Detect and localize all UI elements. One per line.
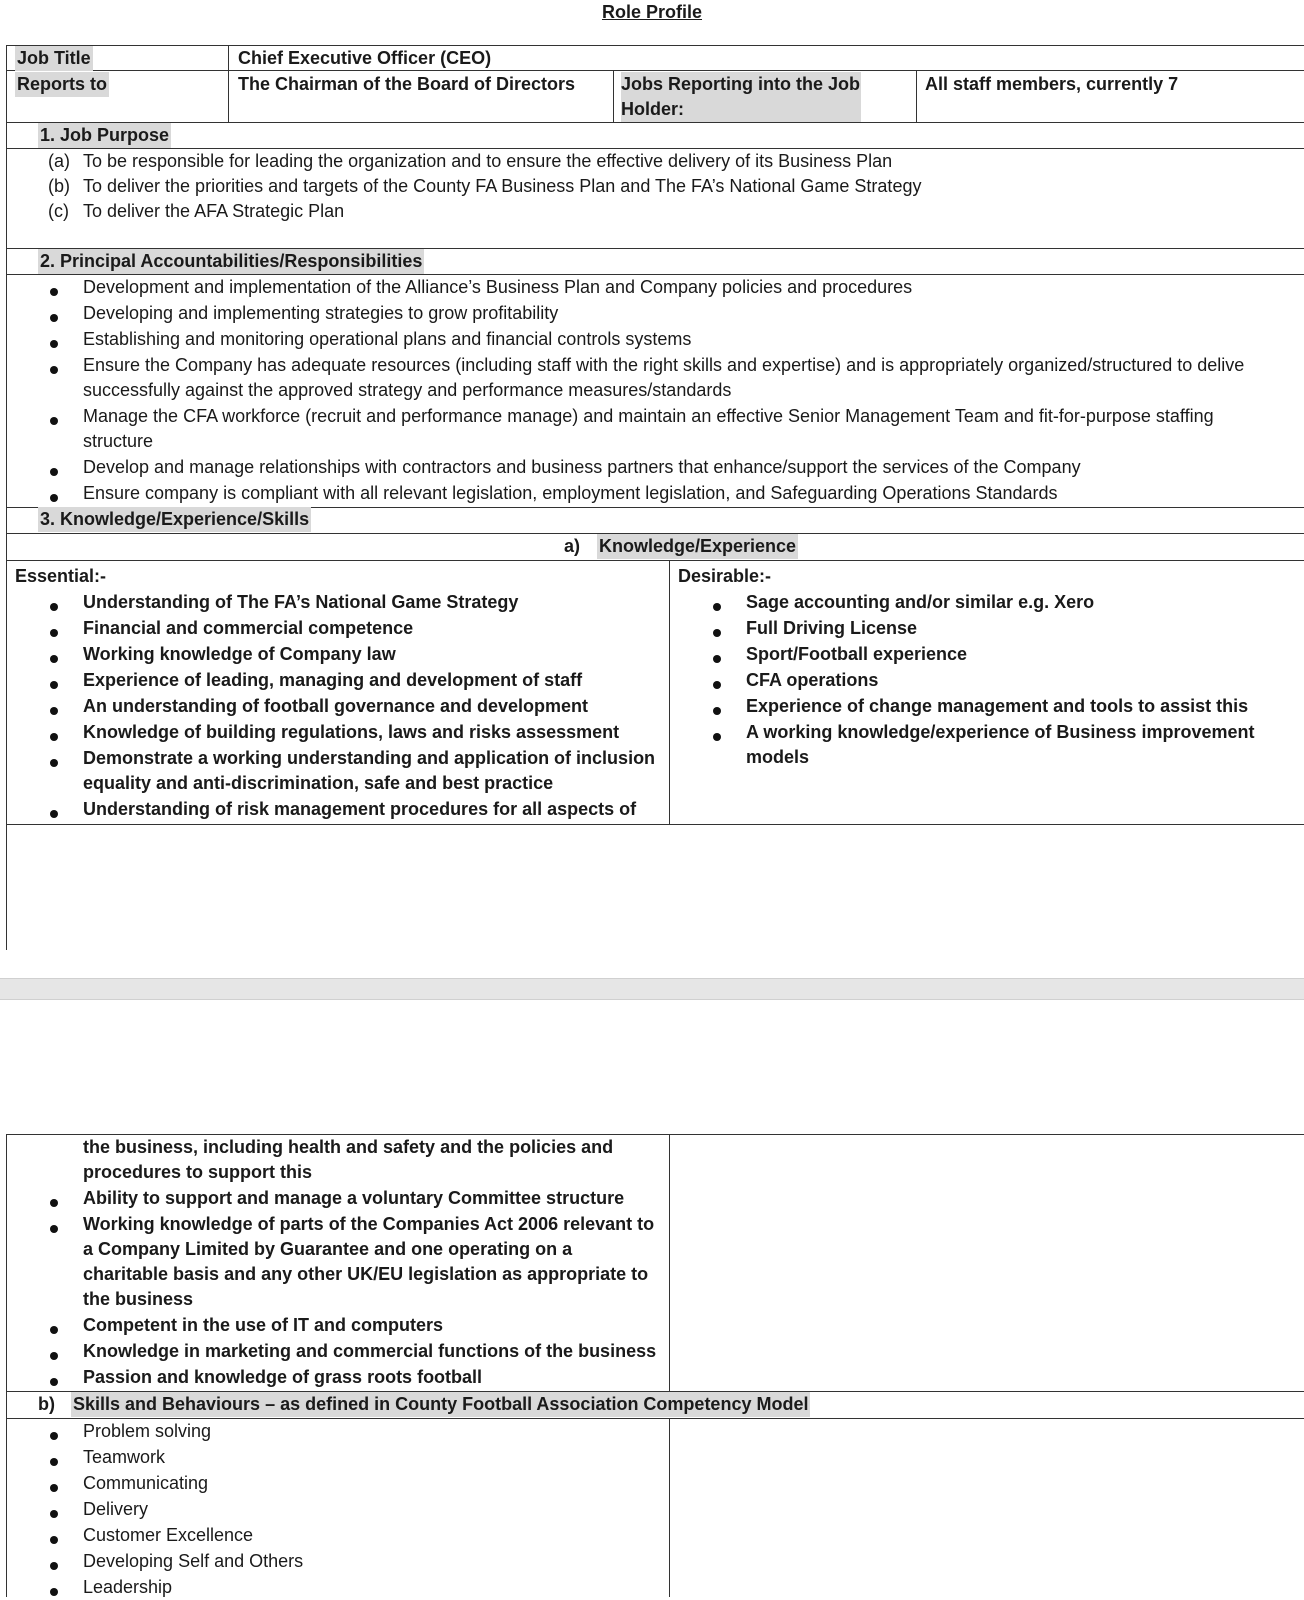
accountability-item: Manage the CFA workforce (recruit and performance manage) and maintain an effective Senior Management Team and fit-for-purpose staffing bbox=[83, 406, 1214, 426]
essential-item: Understanding of risk management procedures for all aspects of bbox=[83, 799, 637, 819]
bullet-icon bbox=[50, 417, 58, 425]
jobs-reporting-value: All staff members, currently 7 bbox=[925, 74, 1179, 94]
skill-item: Communicating bbox=[83, 1473, 209, 1493]
bullet-icon bbox=[50, 1562, 58, 1570]
purpose-marker: (c) bbox=[48, 201, 69, 221]
skill-item: Customer Excellence bbox=[83, 1525, 254, 1545]
page-break bbox=[0, 978, 1304, 1000]
bullet-icon bbox=[50, 603, 58, 611]
bullet-icon bbox=[50, 1352, 58, 1360]
essential-item-continued: the business, including health and safety and the policies and bbox=[83, 1137, 614, 1157]
accountability-item: Establishing and monitoring operational plans and financial controls systems bbox=[83, 329, 692, 349]
skills-marker: b) bbox=[38, 1394, 55, 1414]
bullet-icon bbox=[50, 1225, 58, 1233]
essential-item: Understanding of The FA’s National Game Strategy bbox=[83, 592, 519, 612]
essential-item: Working knowledge of parts of the Companies Act 2006 relevant to bbox=[83, 1214, 655, 1234]
knowledge-heading: 3. Knowledge/Experience/Skills bbox=[38, 507, 311, 532]
bullet-icon bbox=[713, 655, 721, 663]
bullet-icon bbox=[713, 707, 721, 715]
essential-item-continued: a Company Limited by Guarantee and one operating on a bbox=[83, 1239, 573, 1259]
essential-item-continued: the business bbox=[83, 1289, 194, 1309]
knowledge-sub-marker: a) bbox=[564, 536, 581, 556]
page-title: Role Profile bbox=[601, 2, 703, 22]
bullet-icon bbox=[50, 340, 58, 348]
essential-item-continued: procedures to support this bbox=[83, 1162, 313, 1182]
bullet-icon bbox=[50, 759, 58, 767]
knowledge-sub-title: Knowledge/Experience bbox=[597, 534, 798, 559]
job-purpose-heading: 1. Job Purpose bbox=[38, 123, 171, 148]
purpose-item: To deliver the AFA Strategic Plan bbox=[83, 201, 345, 221]
purpose-item: To deliver the priorities and targets of the County FA Business Plan and The FA’s National Game Strategy bbox=[83, 176, 922, 196]
job-title-label: Job Title bbox=[15, 46, 93, 71]
bullet-icon bbox=[50, 1378, 58, 1386]
bullet-icon bbox=[713, 603, 721, 611]
bullet-icon bbox=[50, 810, 58, 818]
essential-item: Ability to support and manage a voluntary Committee structure bbox=[83, 1188, 625, 1208]
skill-item: Developing Self and Others bbox=[83, 1551, 304, 1571]
essential-item: An understanding of football governance and development bbox=[83, 696, 589, 716]
essential-item: Demonstrate a working understanding and application of inclusion bbox=[83, 748, 656, 768]
essential-item: Working knowledge of Company law bbox=[83, 644, 396, 664]
bullet-icon bbox=[50, 707, 58, 715]
essential-item: Experience of leading, managing and development of staff bbox=[83, 670, 583, 690]
bullet-icon bbox=[50, 629, 58, 637]
essential-label: Essential:- bbox=[15, 566, 107, 586]
purpose-marker: (a) bbox=[48, 151, 70, 171]
essential-item-continued: equality and anti-discrimination, safe and best practice bbox=[83, 773, 554, 793]
accountability-item-continued: successfully against the approved strategy and performance measures/standards bbox=[83, 380, 732, 400]
desirable-item: Full Driving License bbox=[746, 618, 918, 638]
desirable-item-continued: models bbox=[746, 747, 810, 767]
desirable-item: Sage accounting and/or similar e.g. Xero bbox=[746, 592, 1095, 612]
bullet-icon bbox=[50, 681, 58, 689]
skill-item: Delivery bbox=[83, 1499, 149, 1519]
bullet-icon bbox=[50, 1588, 58, 1596]
accountability-item: Development and implementation of the Alliance’s Business Plan and Company policies and procedures bbox=[83, 277, 913, 297]
bullet-icon bbox=[50, 468, 58, 476]
bullet-icon bbox=[50, 288, 58, 296]
skills-heading: Skills and Behaviours – as defined in County Football Association Competency Model bbox=[71, 1392, 810, 1417]
desirable-label: Desirable:- bbox=[678, 566, 772, 586]
bullet-icon bbox=[50, 1326, 58, 1334]
essential-item-continued: charitable basis and any other UK/EU legislation as appropriate to bbox=[83, 1264, 649, 1284]
bullet-icon bbox=[50, 314, 58, 322]
skill-item: Teamwork bbox=[83, 1447, 166, 1467]
bullet-icon bbox=[50, 1536, 58, 1544]
essential-item: Knowledge of building regulations, laws and risks assessment bbox=[83, 722, 620, 742]
essential-item: Competent in the use of IT and computers bbox=[83, 1315, 444, 1335]
desirable-item: CFA operations bbox=[746, 670, 879, 690]
bullet-icon bbox=[713, 629, 721, 637]
job-title-value: Chief Executive Officer (CEO) bbox=[238, 48, 492, 68]
bullet-icon bbox=[50, 1199, 58, 1207]
jobs-reporting-label: Jobs Reporting into the Job Holder: bbox=[621, 72, 861, 122]
skill-item: Leadership bbox=[83, 1577, 173, 1597]
accountability-item: Ensure the Company has adequate resources (including staff with the right skills and expertise) and is appropriately organized/structured to delive bbox=[83, 355, 1245, 375]
essential-item: Passion and knowledge of grass roots football bbox=[83, 1367, 483, 1387]
purpose-marker: (b) bbox=[48, 176, 70, 196]
bullet-icon bbox=[50, 1484, 58, 1492]
accountability-item: Develop and manage relationships with contractors and business partners that enhance/support the services of the Company bbox=[83, 457, 1081, 477]
accountability-item: Ensure company is compliant with all relevant legislation, employment legislation, and Safeguarding Operations Standards bbox=[83, 483, 1058, 503]
bullet-icon bbox=[713, 681, 721, 689]
essential-item: Financial and commercial competence bbox=[83, 618, 414, 638]
accountability-item: Developing and implementing strategies to grow profitability bbox=[83, 303, 559, 323]
skill-item: Problem solving bbox=[83, 1421, 212, 1441]
bullet-icon bbox=[50, 366, 58, 374]
reports-to-label: Reports to bbox=[15, 72, 109, 97]
bullet-icon bbox=[713, 733, 721, 741]
essential-item: Knowledge in marketing and commercial functions of the business bbox=[83, 1341, 657, 1361]
accountabilities-heading: 2. Principal Accountabilities/Responsibilities bbox=[38, 249, 424, 274]
bullet-icon bbox=[50, 494, 58, 502]
desirable-item: A working knowledge/experience of Business improvement bbox=[746, 722, 1255, 742]
bullet-icon bbox=[50, 733, 58, 741]
bullet-icon bbox=[50, 1432, 58, 1440]
bullet-icon bbox=[50, 655, 58, 663]
accountability-item-continued: structure bbox=[83, 431, 154, 451]
purpose-item: To be responsible for leading the organization and to ensure the effective delivery of its Business Plan bbox=[83, 151, 893, 171]
bullet-icon bbox=[50, 1510, 58, 1518]
desirable-item: Sport/Football experience bbox=[746, 644, 968, 664]
bullet-icon bbox=[50, 1458, 58, 1466]
reports-to-value: The Chairman of the Board of Directors bbox=[238, 74, 576, 94]
desirable-item: Experience of change management and tools to assist this bbox=[746, 696, 1249, 716]
